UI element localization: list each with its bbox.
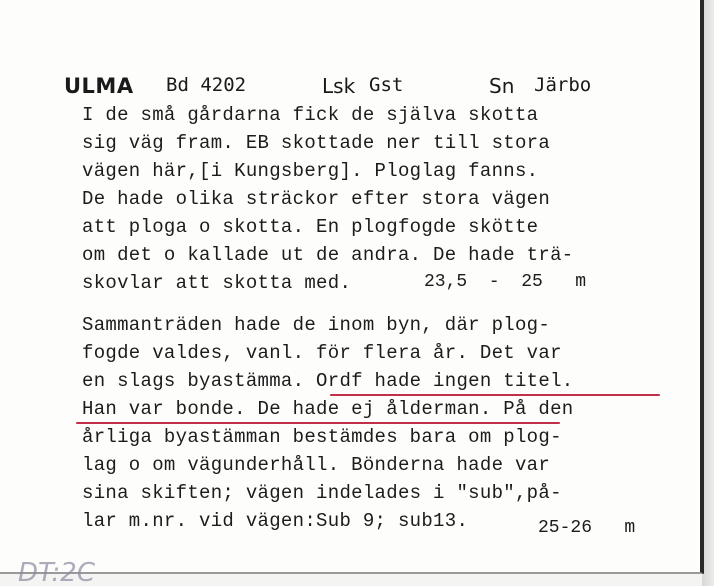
paragraph1-line: vägen här,[i Kungsberg]. Ploglag fanns. bbox=[82, 160, 539, 182]
paragraph1-line: sig väg fram. EB skottade ner till stora bbox=[82, 132, 551, 154]
red-underline bbox=[330, 394, 660, 396]
archive-name: ULMA bbox=[64, 74, 134, 98]
paragraph1-page-ref: 23,5 - 25 m bbox=[424, 272, 587, 292]
lsk-label: Lsk bbox=[322, 74, 356, 98]
paragraph2-line: Sammanträden hade de inom byn, där plog- bbox=[82, 314, 551, 336]
red-underline bbox=[76, 422, 560, 424]
paragraph1-line: De hade olika sträckor efter stora vägen bbox=[82, 188, 551, 210]
paragraph1-line: skovlar att skotta med. bbox=[82, 272, 352, 294]
sn-value: Järbo bbox=[534, 74, 592, 96]
paragraph1-line: I de små gårdarna fick de själva skotta bbox=[82, 104, 539, 126]
paragraph2-line: lar m.nr. vid vägen:Sub 9; sub13. bbox=[82, 510, 469, 532]
paragraph2-line: en slags byastämma. Ordf hade ingen titel. bbox=[82, 370, 574, 392]
paragraph2-line: årliga byastämman bestämdes bara om plog- bbox=[82, 426, 562, 448]
lsk-value: Gst bbox=[369, 74, 404, 96]
record-number: Bd 4202 bbox=[166, 74, 247, 96]
paragraph2-page-ref: 25-26 m bbox=[538, 518, 636, 538]
paragraph1-line: om det o kallade ut de andra. De hade trä- bbox=[82, 244, 574, 266]
sn-label: Sn bbox=[489, 74, 515, 98]
corner-note: DT:2C bbox=[18, 558, 95, 586]
paragraph2-line: sina skiften; vägen indelades i "sub",på- bbox=[82, 482, 562, 504]
paragraph2-line: lag o om vägunderhåll. Bönderna hade var bbox=[82, 454, 551, 476]
paragraph2-line: fogde valdes, vanl. för flera år. Det var bbox=[82, 342, 562, 364]
paragraph1-line: att ploga o skotta. En plogfogde skötte bbox=[82, 216, 539, 238]
paragraph2-line: Han var bonde. De hade ej ålderman. På den bbox=[82, 398, 574, 420]
